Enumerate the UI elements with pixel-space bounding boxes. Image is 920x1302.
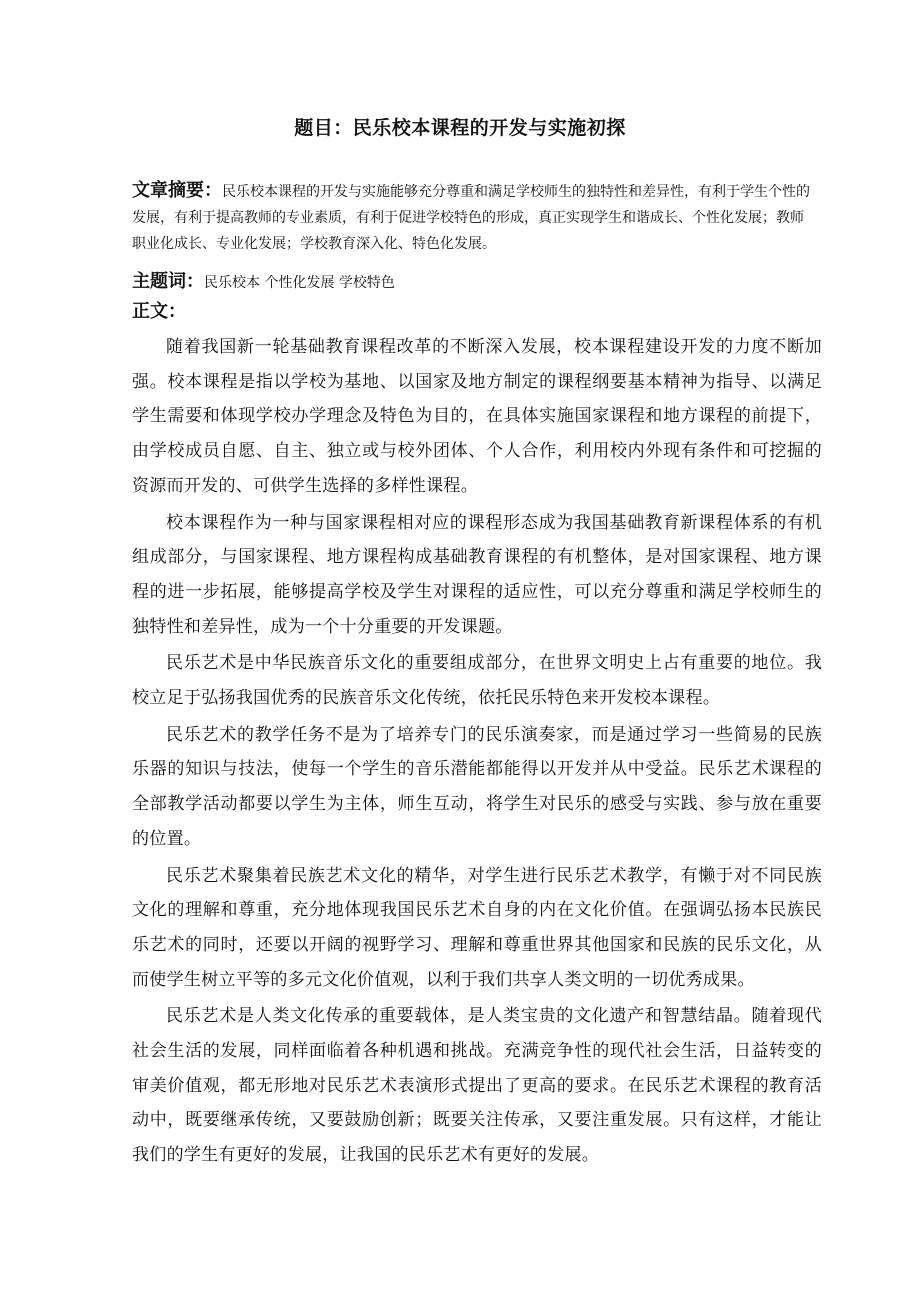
keywords-section bbox=[132, 269, 812, 296]
abstract-label: 文章摘要： bbox=[132, 180, 222, 201]
body-paragraph: 随着我国新一轮基础教育课程改革的不断深入发展，校本课程建设开发的力度不断加强。校本课程是指以学校为基地、以国家及地方制定的课程纲要基本精神为指导、以满足学生需要和体现学校办学理念及特色为目的，在具体实施国家课程和地方课程的前提下，由学校成员自愿、自主、独立或与校外团体、个人合作，利用校内外现有条件和可挖掘的资源而开发的、可供学生选择的多样性课程。 bbox=[132, 337, 822, 496]
body-label: 正文： bbox=[132, 301, 186, 322]
body-paragraph: 校本课程作为一种与国家课程相对应的课程形态成为我国基础教育新课程体系的有机组成部分，与国家课程、地方课程构成基础教育课程的有机整体，是对国家课程、地方课程的进一步拓展，能够提高学校及学生对课程的适应性，可以充分尊重和满足学校师生的独特性和差异性，成为一个十分重要的开发课题。 bbox=[132, 512, 822, 637]
document-title: 题目：民乐校本课程的开发与实施初探 bbox=[294, 117, 626, 139]
body-paragraph: 民乐艺术是中华民族音乐文化的重要组成部分，在世界文明史上占有重要的地位。我校立足于弘扬我国优秀的民族音乐文化传统，依托民乐特色来开发校本课程。 bbox=[132, 653, 822, 709]
body-paragraph: 民乐艺术是人类文化传承的重要载体，是人类宝贵的文化遗产和智慧结晶。随着现代社会生活的发展，同样面临着各种机遇和挑战。充满竞争性的现代社会生活，日益转变的审美价值观，都无形地对民乐艺术表演形式提出了更高的要求。在民乐艺术课程的教育活动中，既要继承传统，又要鼓励创新；既要关注传承，又要注重发展。只有这样，才能让我们的学生有更好的发展，让我国的民乐艺术有更好的发展。 bbox=[132, 1006, 822, 1166]
abstract-section bbox=[132, 178, 812, 257]
body-content bbox=[132, 330, 822, 1175]
abstract-text: 民乐校本课程的开发与实施能够充分尊重和满足学校师生的独特性和差异性，有利于学生个性的发展，有利于提高教师的专业素质，有利于促进学校特色的形成，真正实现学生和谐成长、个性化发展；教师职业化成长、专业化发展；学校教育深入化、特色化发展。 bbox=[132, 184, 810, 252]
body-paragraph: 民乐艺术聚集着民族艺术文化的精华，对学生进行民乐艺术教学，有懒于对不同民族文化的理解和尊重，充分地体现我国民乐艺术自身的内在文化价值。在强调弘扬本民族民乐艺术的同时，还要以开阔的视野学习、理解和尊重世界其他国家和民族的民乐文化，从而使学生树立平等的多元文化价值观，以利于我们共享人类文明的一切优秀成果。 bbox=[132, 865, 822, 990]
body-paragraph: 民乐艺术的教学任务不是为了培养专门的民乐演奏家，而是通过学习一些简易的民族乐器的知识与技法，使每一个学生的音乐潜能都能得以开发并从中受益。民乐艺术课程的全部教学活动都要以学生为主体，师生互动，将学生对民乐的感受与实践、参与放在重要的位置。 bbox=[132, 724, 822, 849]
keywords-text: 民乐校本 个性化发展 学校特色 bbox=[204, 275, 395, 291]
keywords-label: 主题词： bbox=[132, 271, 204, 292]
